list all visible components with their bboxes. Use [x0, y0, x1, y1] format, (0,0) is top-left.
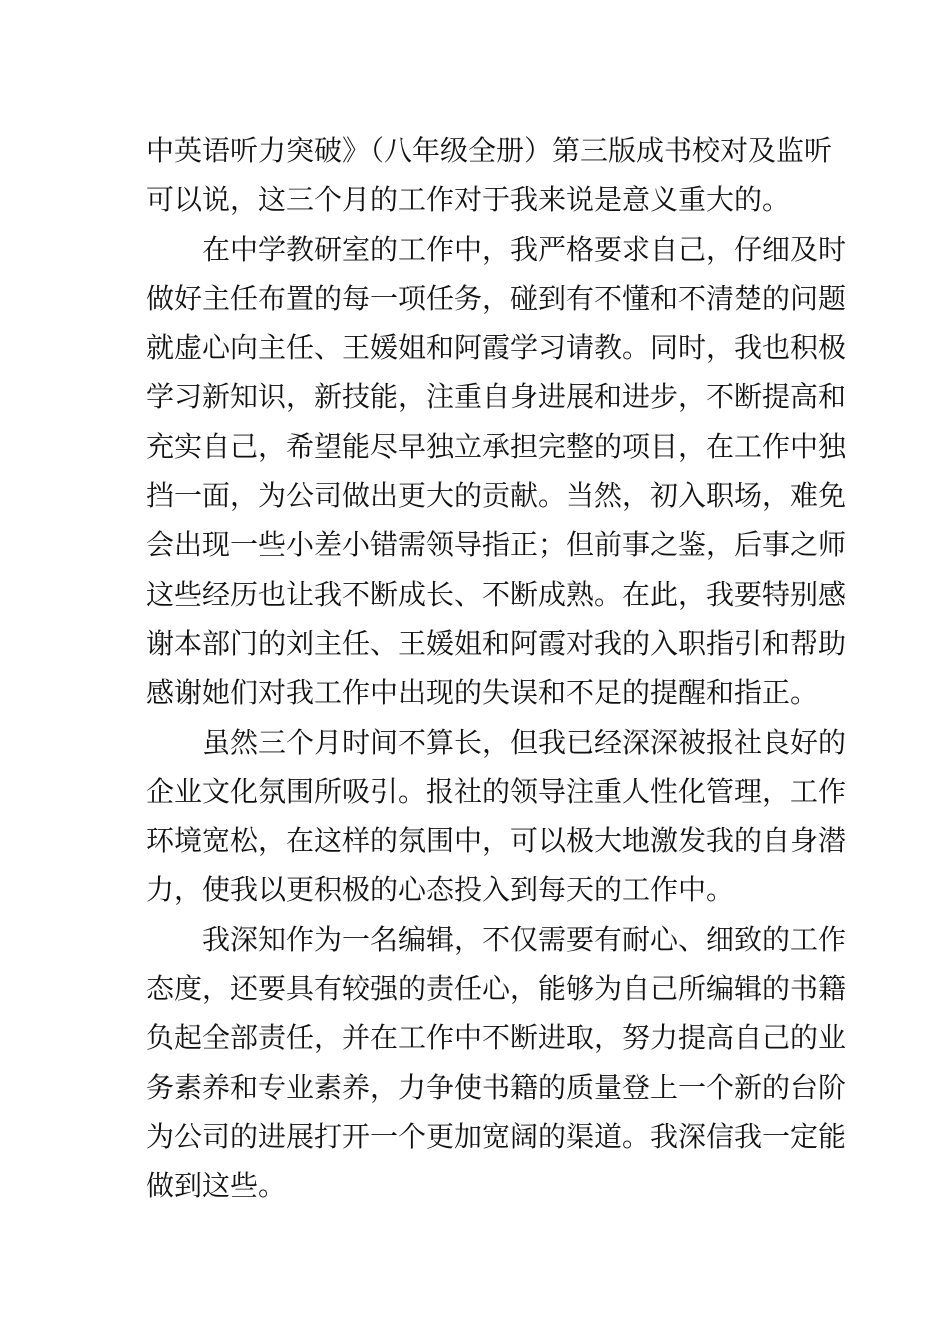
text-line: 态度，还要具有较强的责任心，能够为自己所编辑的书籍: [146, 972, 847, 1006]
text-line: 企业文化氛围所吸引。报社的领导注重人性化管理，工作: [146, 774, 847, 808]
text-line: 力，使我以更积极的心态投入到每天的工作中。: [146, 873, 735, 907]
text-line: 做好主任布置的每一项任务，碰到有不懂和不清楚的问题: [146, 281, 847, 315]
text-line: 务素养和专业素养，力争使书籍的质量登上一个新的台阶: [146, 1070, 847, 1104]
body-text: [146, 126, 847, 1211]
text-line: 谢本部门的刘主任、王媛姐和阿霞对我的入职指引和帮助: [146, 626, 847, 660]
text-line: 可以说，这三个月的工作对于我来说是意义重大的。: [146, 183, 791, 217]
text-line: 充实自己，希望能尽早独立承担完整的项目，在工作中独: [146, 429, 847, 463]
text-line: 感谢她们对我工作中出现的失误和不足的提醒和指正。: [146, 676, 819, 710]
text-line: 做到这些。: [146, 1169, 287, 1203]
text-line: 学习新知识，新技能，注重自身进展和进步，不断提高和: [146, 380, 847, 414]
text-line: 这些经历也让我不断成长、不断成熟。在此，我要特别感: [146, 577, 847, 611]
text-line: 负起全部责任，并在工作中不断进取，努力提高自己的业: [146, 1021, 847, 1055]
text-line: 中英语听力突破》（八年级全册）第三版成书校对及监听: [146, 134, 833, 167]
text-line: 我深知作为一名编辑，不仅需要有耐心、细致的工作: [146, 922, 847, 956]
text-line: 挡一面，为公司做出更大的贡献。当然，初入职场，难免: [146, 479, 847, 513]
text-line: 虽然三个月时间不算长，但我已经深深被报社良好的: [146, 725, 847, 759]
text-line: 环境宽松，在这样的氛围中，可以极大地激发我的自身潜: [146, 824, 847, 858]
text-line: 在中学教研室的工作中，我严格要求自己，仔细及时: [146, 232, 847, 266]
text-line: 为公司的进展打开一个更加宽阔的渠道。我深信我一定能: [146, 1119, 847, 1153]
text-line: 会出现一些小差小错需领导指正；但前事之鉴，后事之师: [146, 528, 847, 562]
text-line: 就虚心向主任、王媛姐和阿霞学习请教。同时，我也积极: [146, 331, 847, 365]
